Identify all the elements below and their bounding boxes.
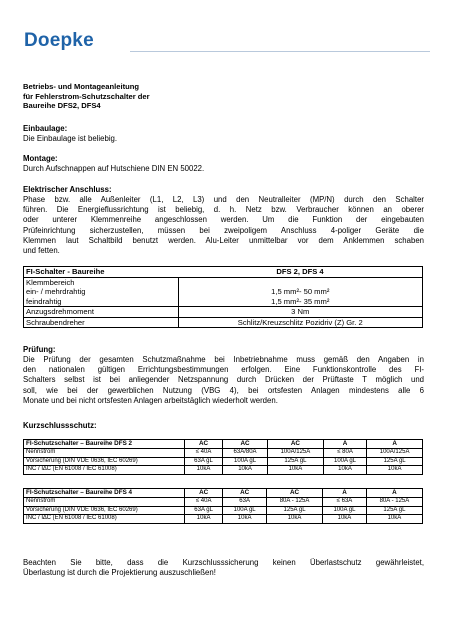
spec-row	[24, 317, 423, 328]
title-line-3: Baureihe DFS2, DFS4	[23, 101, 101, 111]
montage-heading: Montage:	[23, 154, 58, 163]
document-title	[23, 82, 150, 111]
ks-cell: 10kA	[323, 515, 367, 524]
footer-note-line: Überlastung ist durch die Projektierung auszuschließen!	[23, 568, 216, 578]
kurzschluss-heading: Kurzschlussschutz:	[23, 421, 97, 430]
ks-cell: 63A gL	[185, 457, 223, 466]
ks-cell: 80A - 125A	[366, 497, 422, 506]
anschluss-line: oder unterer Klemmenreihe angeschlossen werden. Um die Funktion der eingebauten	[23, 215, 424, 225]
ks-row-label: INC / I∆C (EN 61008 / IEC 61008)	[24, 466, 185, 475]
ks-cell: 125A gL	[267, 506, 323, 515]
doepke-logo: Doepke	[24, 30, 94, 51]
anschluss-line: und fetten.	[23, 246, 60, 256]
ks-header-cell: AC	[185, 489, 223, 498]
spec-row-value: Schlitz/Kreuzschlitz Pozidriv (Z) Gr. 2	[178, 317, 423, 328]
spec-row-value: 1,5 mm²- 35 mm²	[178, 297, 423, 307]
ks-header-cell: AC	[185, 440, 223, 449]
spec-row-label: Klemmbereich	[24, 277, 179, 287]
ks-header-cell: A	[367, 440, 423, 449]
ks-cell: 10kA	[185, 466, 223, 475]
spec-row-value: 3 Nm	[178, 307, 423, 318]
ks-cell: 80A - 125A	[267, 497, 323, 506]
pruefung-heading: Prüfung:	[23, 345, 56, 354]
ks-header-cell: A	[323, 489, 367, 498]
dfs4-short-circuit-table	[23, 488, 423, 524]
pruefung-line: den nationalen gültigen Errichtungsbestimmungen erfolgen. Eine Funktionskontrolle des FI-	[23, 365, 424, 375]
ks-row-label: Nennstrom	[24, 448, 185, 457]
ks-header-cell: AC	[268, 440, 324, 449]
ks-table-row	[24, 448, 423, 457]
ks-header-cell: AC	[223, 489, 267, 498]
anschluss-line: Prüfeinrichtung sicherzustellen, müssen bei zweipoligem Anschluss 4-poliger Geräte die	[23, 225, 424, 235]
ks-cell: ≤ 40A	[185, 448, 223, 457]
title-line-2: für Fehlerstrom-Schutzschalter der	[23, 91, 150, 101]
spec-table	[23, 266, 423, 328]
ks-header-cell: FI-Schutzschalter – Baureihe DFS 4	[24, 489, 185, 498]
ks-cell: 125A gL	[367, 457, 423, 466]
ks-cell: 100A/125A	[367, 448, 423, 457]
spec-header-value: DFS 2, DFS 4	[178, 267, 423, 278]
spec-row	[24, 287, 423, 297]
spec-row-label: feindrahtig	[24, 297, 179, 307]
ks-row-label: Nennstrom	[24, 497, 185, 506]
spec-row-label: Anzugsdrehmoment	[24, 307, 179, 318]
ks-row-label: INC / I∆C (EN 61008 / IEC 61008)	[24, 515, 185, 524]
einbaulage-text: Die Einbaulage ist beliebig.	[23, 134, 118, 143]
spec-row-value	[178, 277, 423, 287]
ks-table-header	[24, 440, 423, 449]
ks-header-cell: AC	[267, 489, 323, 498]
ks-table-row	[24, 466, 423, 475]
anschluss-line: Phase bzw. alle Außenleiter (L1, L2, L3) und den Neutralleiter (MP/N) durch den Schalter	[23, 195, 424, 204]
anschluss-heading: Elektrischer Anschluss:	[23, 185, 112, 194]
footer-note-line: Beachten Sie bitte, dass die Kurzschlusssicherung keinen Überlastschutz gewährleistet,	[23, 558, 424, 567]
spec-row	[24, 297, 423, 307]
ks-header-cell: AC	[223, 440, 268, 449]
footer-note	[23, 558, 424, 578]
ks-cell: ≤ 40A	[185, 497, 223, 506]
pruefung-line: soll, wie bei der gewerblichen Nutzung (VBG 4), bei ortsfesten Anlagen mindestens alle 6	[23, 385, 424, 395]
ks-cell: 63A/80A	[223, 448, 268, 457]
ks-header-cell: A	[323, 440, 366, 449]
ks-cell: 100A gL	[223, 457, 268, 466]
ks-table-header	[24, 489, 423, 498]
anschluss-line: Klemmen laut Schaltbild benutzt werden. Alu-Leiter unmittelbar vor dem Anklemmen schaben	[23, 235, 424, 245]
ks-cell: 125A gL	[268, 457, 324, 466]
spec-row-value: 1,5 mm²- 50 mm²	[178, 287, 423, 297]
header-rule	[130, 51, 430, 52]
spec-header-label: FI-Schalter - Baureihe	[24, 267, 179, 278]
spec-row	[24, 307, 423, 318]
pruefung-line: Schalters selbst ist bei anliegender Netzspannung durch Drücken der Prüftaste T möglich und	[23, 375, 424, 385]
ks-header-cell: A	[366, 489, 422, 498]
spec-table-header	[24, 267, 423, 278]
ks-cell: 63A gL	[185, 506, 223, 515]
title-line-1: Betriebs- und Montageanleitung	[23, 82, 140, 91]
ks-row-label: Vorsicherung (DIN VDE 0636, IEC 60269)	[24, 506, 185, 515]
spec-row	[24, 277, 423, 287]
ks-cell: ≤ 63A	[323, 497, 367, 506]
ks-cell: 125A gL	[366, 506, 422, 515]
einbaulage-heading: Einbaulage:	[23, 124, 68, 133]
ks-table-row	[24, 497, 423, 506]
ks-cell: 10kA	[323, 466, 366, 475]
ks-cell: 100A gL	[323, 457, 366, 466]
montage-text: Durch Aufschnappen auf Hutschiene DIN EN 50022.	[23, 164, 205, 173]
ks-table-row	[24, 515, 423, 524]
anschluss-line: führen. Die Energieflussrichtung ist beliebig, d. h. Netz bzw. Verbraucher können an oberer	[23, 205, 424, 215]
anschluss-paragraph	[23, 195, 424, 256]
ks-header-cell: FI-Schutzschalter – Baureihe DFS 2	[24, 440, 185, 449]
ks-cell: 100A/125A	[268, 448, 324, 457]
ks-cell: 100A gL	[323, 506, 367, 515]
spec-row-label: ein- / mehrdrahtig	[24, 287, 179, 297]
ks-cell: 10kA	[268, 466, 324, 475]
ks-cell: 10kA	[366, 515, 422, 524]
ks-cell: 10kA	[185, 515, 223, 524]
pruefung-line: Monate und bei nicht ortsfesten Anlagen arbeitstäglich wiederholt werden.	[23, 395, 278, 405]
ks-cell: 10kA	[223, 515, 267, 524]
ks-cell: 10kA	[223, 466, 268, 475]
ks-cell: 10kA	[267, 515, 323, 524]
pruefung-line: Die Prüfung der gesamten Schutzmaßnahme bei Inbetriebnahme muss gemäß den Angaben in	[23, 355, 424, 364]
dfs2-short-circuit-table	[23, 439, 423, 475]
ks-cell: 100A gL	[223, 506, 267, 515]
ks-cell: 10kA	[367, 466, 423, 475]
spec-row-label: Schraubendreher	[24, 317, 179, 328]
pruefung-paragraph	[23, 355, 424, 406]
ks-row-label: Vorsicherung (DIN VDE 0636, IEC 60269)	[24, 457, 185, 466]
ks-table-row	[24, 457, 423, 466]
ks-cell: ≤ 80A	[323, 448, 366, 457]
ks-cell: 63A	[223, 497, 267, 506]
ks-table-row	[24, 506, 423, 515]
